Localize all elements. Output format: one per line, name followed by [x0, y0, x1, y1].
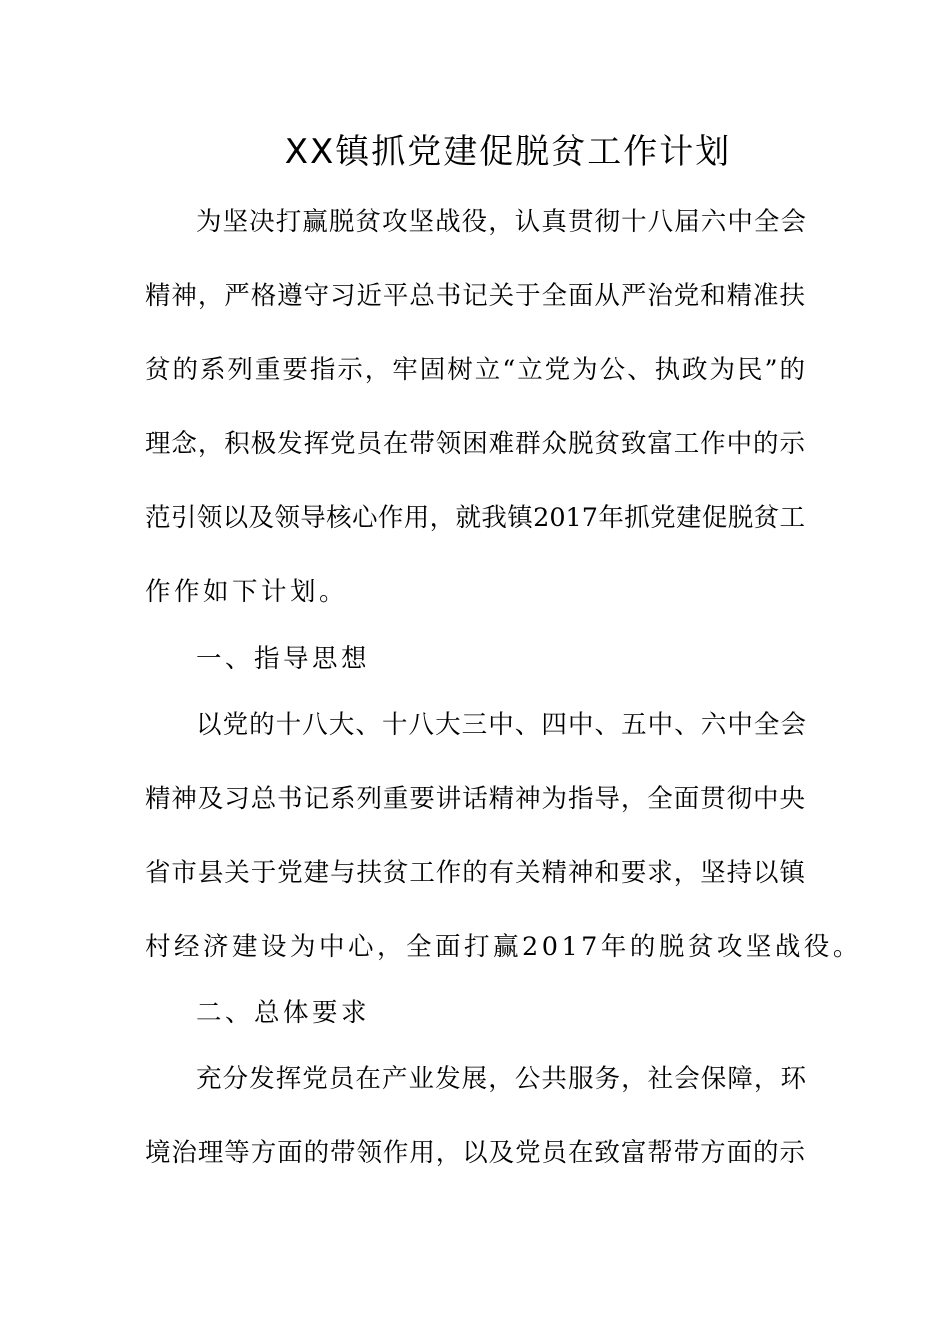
paragraph-line: 理念，积极发挥党员在带领困难群众脱贫致富工作中的示 [145, 429, 805, 459]
document-title: XX镇抓党建促脱贫工作计划 [284, 132, 732, 172]
paragraph-line: 作作如下计划。 [145, 577, 349, 607]
paragraph-line: 贫的系列重要指示，牢固树立“立党为公、执政为民”的 [145, 355, 805, 385]
paragraph-line: 以党的十八大、十八大三中、四中、五中、六中全会 [196, 710, 806, 740]
section-heading: 二、总体要求 [196, 998, 371, 1028]
paragraph-line: 范引领以及领导核心作用，就我镇2017年抓党建促脱贫工 [145, 503, 805, 533]
section-heading: 一、指导思想 [196, 644, 371, 674]
paragraph-line: 充分发挥党员在产业发展，公共服务，社会保障，环 [196, 1064, 806, 1094]
paragraph-line: 境治理等方面的带领作用，以及党员在致富帮带方面的示 [145, 1138, 805, 1168]
paragraph-line: 精神，严格遵守习近平总书记关于全面从严治党和精准扶 [145, 281, 805, 311]
paragraph-line: 精神及习总书记系列重要讲话精神为指导，全面贯彻中央 [145, 784, 805, 814]
paragraph-line: 村经济建设为中心，全面打赢2017年的脱贫攻坚战役。 [145, 932, 862, 962]
paragraph-line: 省市县关于党建与扶贫工作的有关精神和要求，坚持以镇 [145, 858, 805, 888]
paragraph-line: 为坚决打赢脱贫攻坚战役，认真贯彻十八届六中全会 [196, 207, 806, 237]
